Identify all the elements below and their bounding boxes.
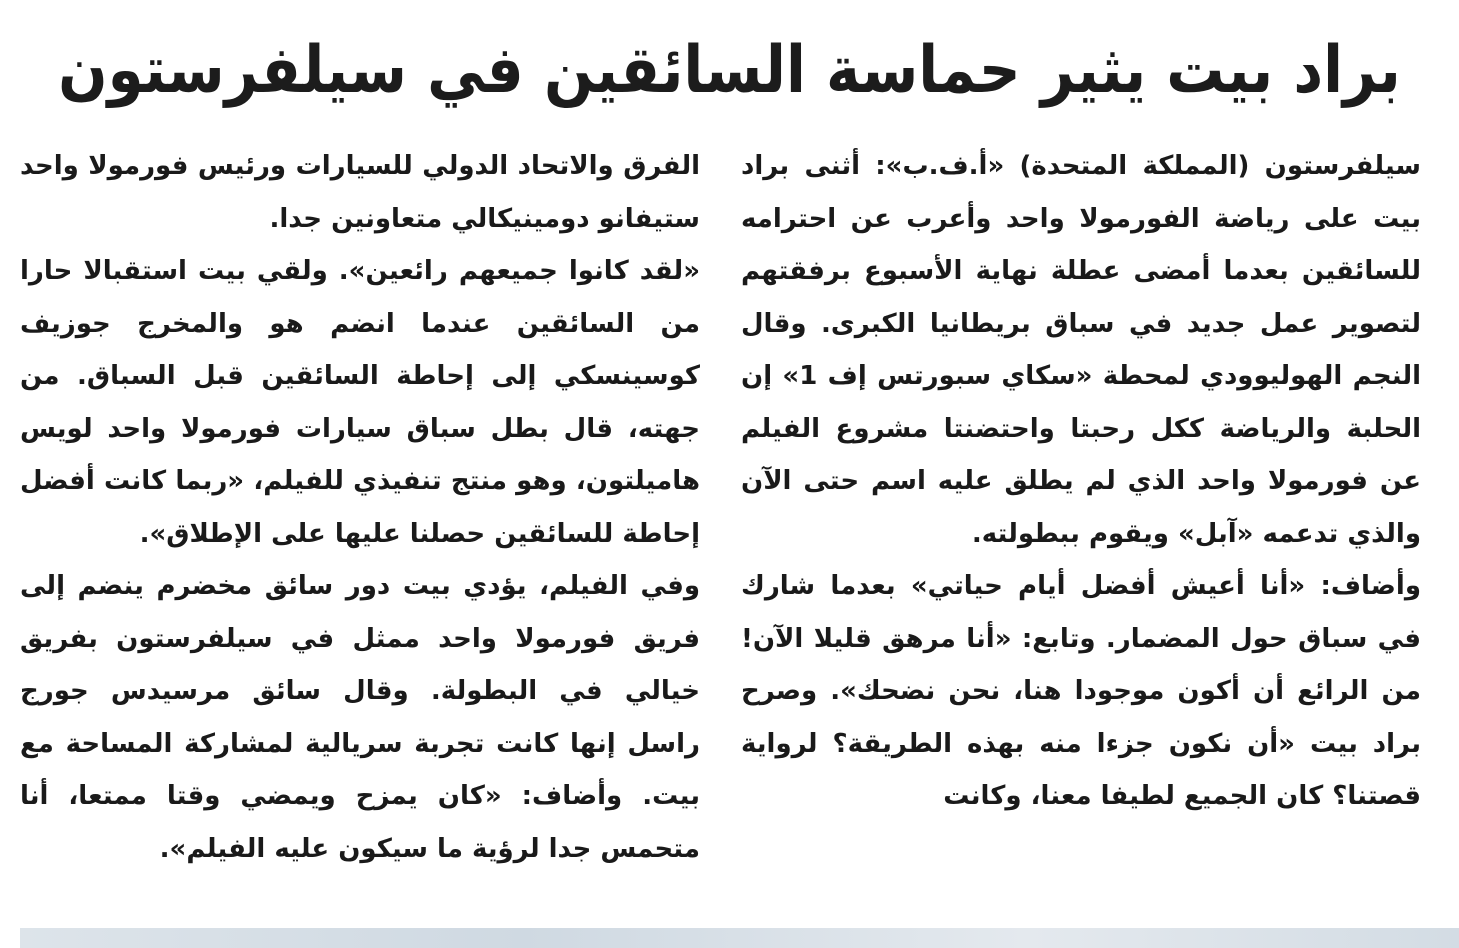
article-paragraph: وأضاف: «أنا أعيش أفضل أيام حياتي» بعدما شارك في سباق حول المضمار. وتابع: «أنا مرهق قليلا الآن! من الرائع أن أكون موجودا هنا، نحن نضحك». وصرح براد بيت «أن نكون جزءا منه بهذه الطريقة؟ لرواية قصتنا؟ كان الجميع لطيفا معنا، وكانت xyxy=(741,571,1421,811)
article-paragraph: وفي الفيلم، يؤدي بيت دور سائق مخضرم ينضم إلى فريق فورمولا واحد ممثل في سيلفرستون بفريق خيالي في البطولة. وقال سائق مرسيدس جورج راسل إنها كانت تجربة سريالية لمشاركة المساحة مع بيت. وأضاف: «كان يمزح ويمضي وقتا ممتعا، أنا متحمس جدا لرؤية ما سيكون عليه الفيلم». xyxy=(20,571,700,864)
article-paragraph: سيلفرستون (المملكة المتحدة) «أ.ف.ب»: أثنى براد بيت على رياضة الفورمولا واحد وأعرب عن احترامه للسائقين بعدما أمضى عطلة نهاية الأسبوع برفقتهم لتصوير عمل جديد في سباق بريطانيا الكبرى. وقال النجم الهوليوودي لمحطة «سكاي سبورتس إف 1» إن الحلبة والرياضة ككل رحبتا واحتضنتا مشروع الفيلم عن فورمولا واحد الذي لم يطلق عليه اسم حتى الآن والذي تدعمه «آبل» ويقوم ببطولته. xyxy=(741,151,1422,549)
article-paragraph: الفرق والاتحاد الدولي للسيارات ورئيس فورمولا واحد ستيفانو دومينيكالي متعاونين جدا. xyxy=(20,151,700,234)
headline: براد بيت يثير حماسة السائقين في سيلفرستون xyxy=(58,31,1401,108)
article-column-left xyxy=(20,140,700,875)
article-paragraph: «لقد كانوا جميعهم رائعين». ولقي بيت استقبالا حارا من السائقين عندما انضم هو والمخرج جوزيف كوسينسكي إلى إحاطة السائقين قبل السباق. من جهته، قال بطل سباق سيارات فورمولا واحد لويس هاميلتون، وهو منتج تنفيذي للفيلم، «ربما كانت أفضل إحاطة للسائقين حصلنا عليها على الإطلاق». xyxy=(20,256,700,549)
photo-strip xyxy=(20,928,1459,948)
article-column-right xyxy=(741,140,1421,823)
